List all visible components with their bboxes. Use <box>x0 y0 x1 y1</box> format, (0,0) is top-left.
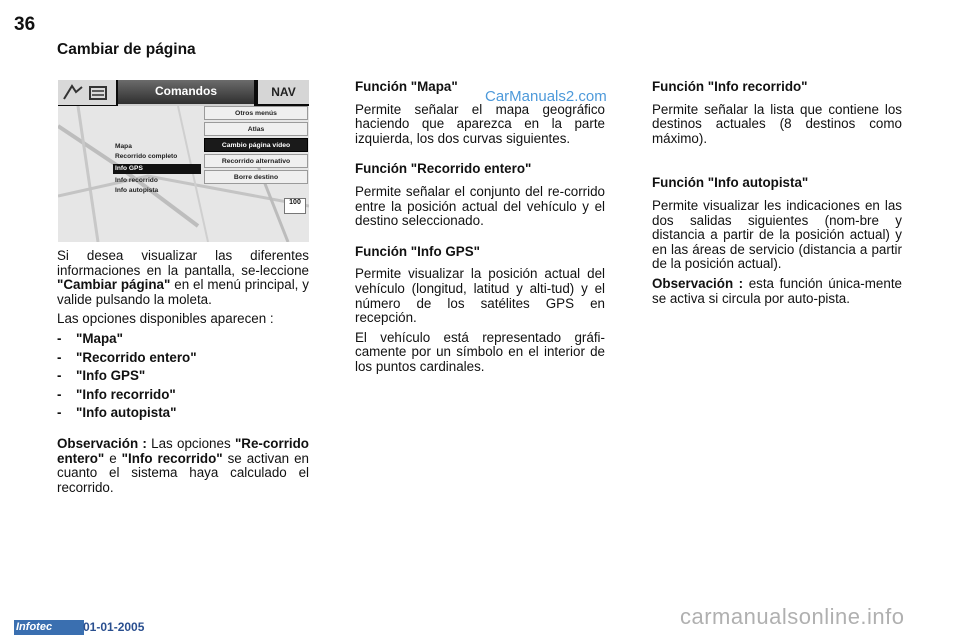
navigation-screen-illustration <box>58 80 309 242</box>
list-item: - "Info autopista" <box>57 406 309 421</box>
screen-menu-info-autopista: Info autopista <box>115 187 159 194</box>
heading-funcion-info-gps: Función "Info GPS" <box>355 243 481 259</box>
list-item: - "Recorrido entero" <box>57 351 309 366</box>
screen-header: Comandos <box>118 80 254 106</box>
intro-text-1: Si desea visualizar las diferentes informaciones en la pantalla, se-leccione <box>57 248 309 278</box>
footer-site: carmanualsonline.info <box>680 604 905 629</box>
observation-label: Observación : <box>652 275 744 291</box>
screen-button-cambio-pagina: Cambio página vídeo <box>204 138 308 152</box>
screen-menu-mapa: Mapa <box>115 143 132 150</box>
observation-bold-1: "Re-corrido entero" <box>57 435 309 466</box>
screen-menu-info-recorrido: Info recorrido <box>115 177 158 184</box>
observation-paragraph <box>57 437 309 495</box>
screen-button-otros-menus: Otros menús <box>204 106 308 120</box>
page-number: 36 <box>14 14 36 35</box>
screen-menu-recorrido-completo: Recorrido completo <box>115 153 178 160</box>
heading-funcion-recorrido-entero: Función "Recorrido entero" <box>355 161 532 177</box>
paragraph-funcion-mapa: Permite señalar el mapa geográfico haciendo que aparezca en la parte izquierda, los dos curvas siguientes. <box>355 101 605 146</box>
paragraph-funcion-info-recorrido: Permite señalar la lista que contiene los destinos actuales (8 destinos como máximo). <box>652 101 902 146</box>
screen-button-recorrido-alternativo: Recorrido alternativo <box>204 154 308 168</box>
observation-text: esta función única-mente se activa si circula por auto-pista. <box>652 275 902 306</box>
list-item: - "Info GPS" <box>57 369 309 384</box>
column-2 <box>355 80 605 380</box>
intro-text-bold: "Cambiar página" <box>57 277 171 293</box>
heading-funcion-mapa: Función "Mapa" <box>355 79 458 94</box>
screen-zoom-scale <box>284 198 306 214</box>
column-1 <box>57 249 309 500</box>
column-3 <box>652 80 902 311</box>
observation-autopista <box>652 277 902 306</box>
map-tools-icon <box>62 83 112 103</box>
observation-text-2: e <box>104 450 122 466</box>
footer-logo: Infotec <box>14 620 84 635</box>
observation-label: Observación : <box>57 435 147 451</box>
paragraph-funcion-recorrido-entero: Permite señalar el conjunto del re-corrido entre la posición actual del vehículo y el destino seleccionado. <box>355 183 605 229</box>
watermark: CarManuals2.com <box>485 88 607 105</box>
screen-nav-label: NAV <box>258 80 309 104</box>
screen-icon-strip <box>58 80 116 105</box>
options-intro: Las opciones disponibles aparecen : <box>57 311 274 327</box>
footer-date: 01-01-2005 <box>83 620 145 634</box>
options-list <box>57 332 309 421</box>
observation-text-3: se activan en cuanto el sistema haya calculado el recorrido. <box>57 450 309 495</box>
zoom-value: 100 <box>289 199 301 206</box>
list-item: - "Info recorrido" <box>57 388 309 403</box>
screen-button-atlas: Atlas <box>204 122 308 136</box>
paragraph-funcion-info-gps: Permite visualizar la posición actual del vehículo (longitud, latitud y alti-tud) y el número de los satélites GPS en recepción. <box>355 266 605 326</box>
list-item: - "Mapa" <box>57 332 309 347</box>
screen-menu-info-gps: Info GPS <box>113 164 201 174</box>
paragraph-funcion-info-autopista: Permite visualizar les indicaciones en las dos salidas siguientes (nom-bre y distancia a partir de la posición actual) y en las áreas de servicio (distancia a partir de la posición actual). <box>652 197 902 272</box>
intro-paragraph <box>57 249 309 307</box>
section-title: Cambiar de página <box>57 41 196 58</box>
observation-bold-2: "Info recorrido" <box>121 450 223 466</box>
paragraph-vehicle-symbol: El vehículo está representado gráfi-camente por un símbolo en el interior de los puntos cardinales. <box>355 329 605 374</box>
heading-funcion-info-autopista: Función "Info autopista" <box>652 175 809 191</box>
observation-text-1: Las opciones <box>146 435 235 451</box>
heading-funcion-info-recorrido: Función "Info recorrido" <box>652 79 808 94</box>
intro-text-2: en el menú principal, y valide pulsando la moleta. <box>57 277 309 307</box>
screen-button-borre-destino: Borre destino <box>204 170 308 184</box>
